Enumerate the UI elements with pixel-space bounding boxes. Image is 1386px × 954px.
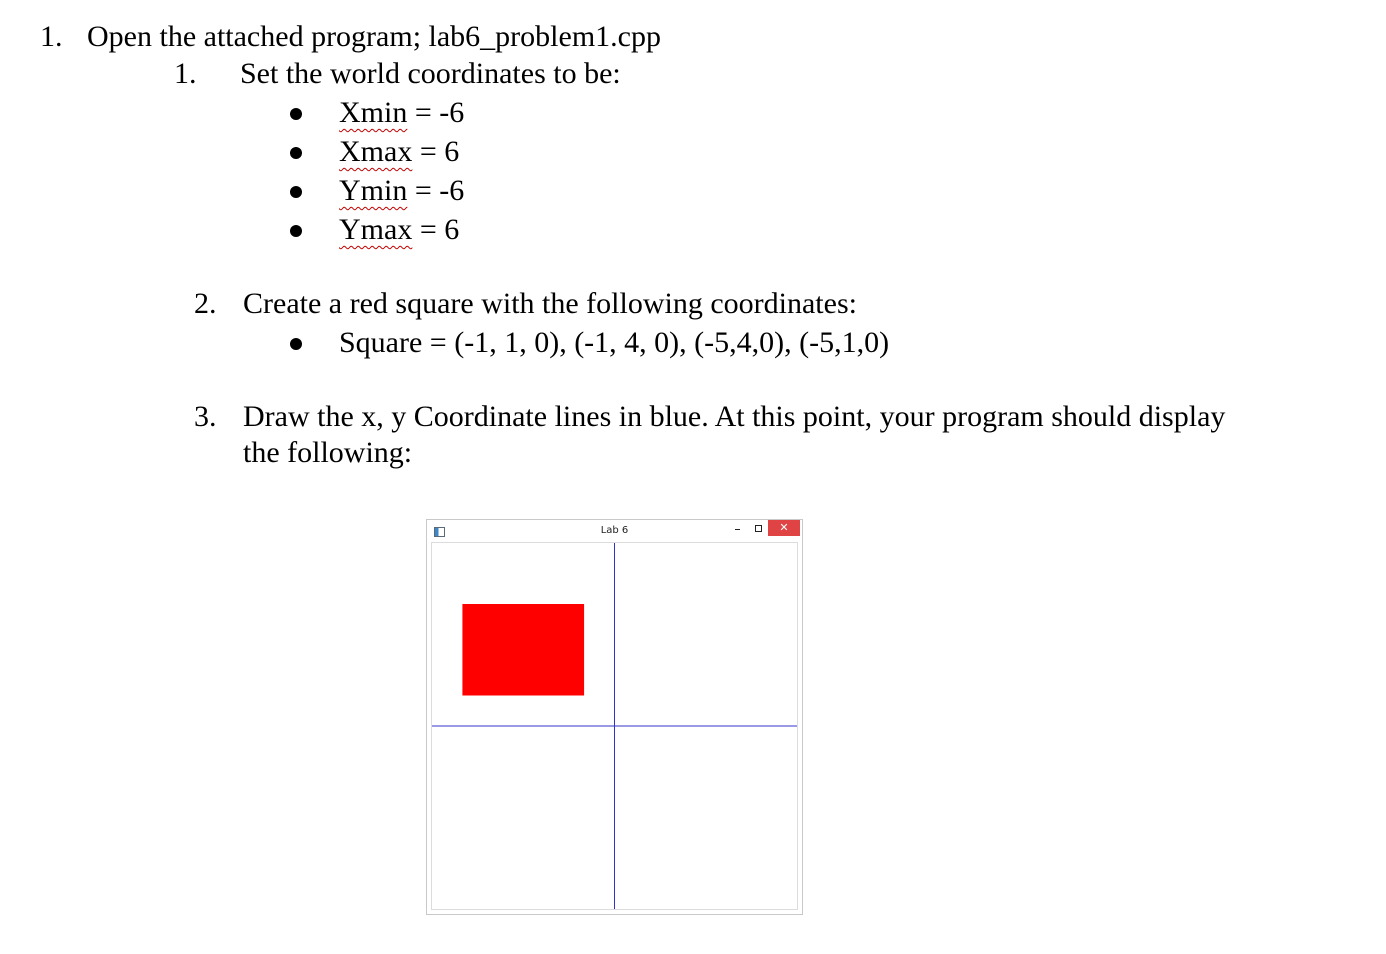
item-2-text: Create a red square with the following coordinates: [243, 287, 857, 320]
bullet-icon [290, 186, 302, 198]
coord-xmin [339, 96, 464, 130]
coord-value: = -6 [407, 174, 465, 207]
sub-item-1-text: Set the world coordinates to be: [240, 57, 621, 90]
item-1-number: 1. [40, 20, 63, 53]
close-button[interactable]: ✕ [768, 520, 800, 536]
coord-name: Ymin [339, 174, 408, 207]
coord-value: = -6 [407, 96, 465, 129]
minimize-button[interactable] [729, 520, 747, 536]
sub-item-1-number: 1. [174, 57, 197, 90]
square-coordinates: Square = (-1, 1, 0), (-1, 4, 0), (-5,4,0), (-5,1,0) [339, 326, 890, 359]
coord-value: = 6 [412, 135, 460, 168]
coord-name: Xmin [339, 96, 408, 129]
coord-name: Ymax [339, 213, 413, 246]
coord-ymin [339, 174, 464, 208]
bullet-icon [290, 147, 302, 159]
item-2-number: 2. [194, 287, 217, 320]
item-3-line-2: the following: [243, 436, 413, 469]
window-titlebar[interactable] [427, 520, 802, 542]
bullet-icon [290, 338, 302, 350]
window-title: Lab 6 [600, 525, 629, 536]
item-1-text: Open the attached program; lab6_problem1.cpp [87, 20, 661, 53]
coord-name: Xmax [339, 135, 413, 168]
maximize-button[interactable] [748, 520, 768, 536]
lab6-window [426, 519, 803, 915]
item-3-line-1: Draw the x, y Coordinate lines in blue. At this point, your program should display [243, 400, 1226, 433]
red-square [462, 604, 584, 696]
opengl-canvas [431, 542, 798, 910]
bullet-icon [290, 225, 302, 237]
world-plot [432, 543, 797, 909]
coord-ymax [339, 213, 459, 247]
coord-xmax [339, 135, 459, 169]
coord-value: = 6 [412, 213, 460, 246]
bullet-icon [290, 108, 302, 120]
item-3-number: 3. [194, 400, 217, 433]
